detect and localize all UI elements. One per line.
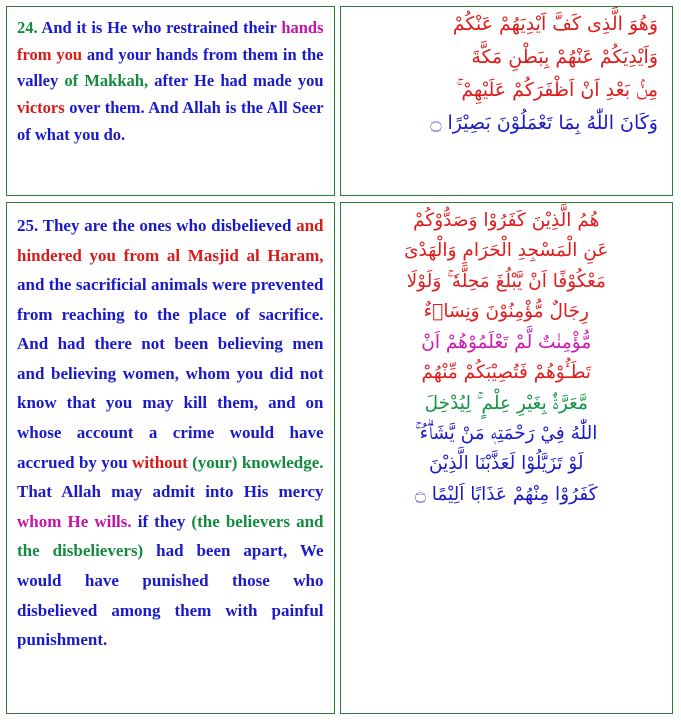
arabic-cell-25 [340,202,673,714]
translation-segment: if they [131,511,186,531]
translation-segment: And Allah is the All Seer of what you do. [17,98,324,144]
translation-segment: We would have punished those who disbelieved among them with painful punishment. [17,541,324,650]
translation-text-25 [17,211,324,655]
translation-segment: That Allah may admit into His mercy [17,482,324,502]
translation-segment: after He had made you [148,71,324,91]
translation-cell-24 [6,6,335,196]
translation-segment: and on whose account a crime would have accrued by you [17,393,324,472]
arabic-line: لَوْ تَزَيَّلُوْا لَعَذَّبْنَا الَّذِيْنَ [428,453,584,475]
translation-segment: had been apart, [143,541,288,561]
translation-segment: And had there not been believing men and believing women, [17,334,324,383]
arabic-line: وَاَيْدِيَكُمْ عَنْهُمْ بِبَطْنِ مَكَّةَ [471,45,658,68]
translation-segment: over them. [64,98,145,118]
verse-block-25 [6,202,673,714]
ayah-number-25: 25. [17,216,39,235]
arabic-line: هُمُ الَّذِيْنَ كَفَرُوْا وَصَدُّوْكُمْ [413,210,600,231]
translation-segment: that you may kill them, [56,393,259,413]
translation-segment: from you [17,44,83,64]
arabic-line: مِنْۢ بَعْدِ اَنْ اَظْفَرَكُمْ عَلَيْهِمْ ۚ [456,78,658,101]
translation-segment: and the sacrificial animals were prevented from reaching to the place of sacrifice. [17,275,324,324]
translation-cell-25 [6,202,335,714]
arabic-line: رِجَالٌ مُّؤْمِنُوْنَ وَنِسَاۗءٌ [423,301,589,323]
translation-segment: And it is He who restrained their [41,18,277,37]
translation-segment: and your hands from them in the valley [17,44,324,91]
translation-segment: whom you did not know [17,363,324,413]
ayah-number-24: 24. [17,18,38,37]
translation-segment: hands [276,18,324,37]
verse-block-24 [6,6,673,196]
arabic-line: كَفَرُوْا مِنْهُمْ عَذَابًا اَلِيْمًا ۝ [415,483,598,505]
translation-segment: and hindered you from al Masjid al Haram, [17,216,324,265]
arabic-line: مَعْكُوْفًا اَنْ يَّبْلُغَ مَحِلَّهٗ ۚ وَلَوْلَا [406,270,606,292]
arabic-line: اللّٰهُ فِيْ رَحْمَتِهٖ مَنْ يَّشَاۗءُ ۚ [415,422,598,444]
arabic-cell-24 [340,6,673,196]
translation-segment: (your) knowledge. [187,452,324,472]
translation-segment: They are the ones who disbelieved [42,216,292,235]
translation-text-24 [17,15,324,149]
arabic-line: مُّؤْمِنٰتٌ لَّمْ تَعْلَمُوْهُمْ اَنْ [421,331,592,353]
translation-segment: of Makkah, [58,71,149,91]
translation-segment: (the believers and the disbelievers) [17,511,324,561]
arabic-line: مَّعَرَّةٌۢ بِغَيْرِ عِلْمٍ ۚ لِيُدْخِلَ [424,392,588,414]
translation-segment: whom He wills. [17,511,132,531]
translation-segment: without [127,452,188,472]
arabic-line: وَهُوَ الَّذِى كَفَّ اَيْدِيَهُمْ عَنْكُمْ [452,13,658,35]
arabic-line: عَنِ الْمَسْجِدِ الْحَرَامِ وَالْهَدْىَ [404,240,609,262]
arabic-line: وَكَانَ اللّٰهُ بِمَا تَعْمَلُوْنَ بَصِيْرًا ۝ [430,111,658,134]
translation-segment: victors [17,98,65,118]
arabic-line: تَطَـُٔوْهُمْ فَتُصِيْبَكُمْ مِّنْهُمْ [421,362,592,384]
